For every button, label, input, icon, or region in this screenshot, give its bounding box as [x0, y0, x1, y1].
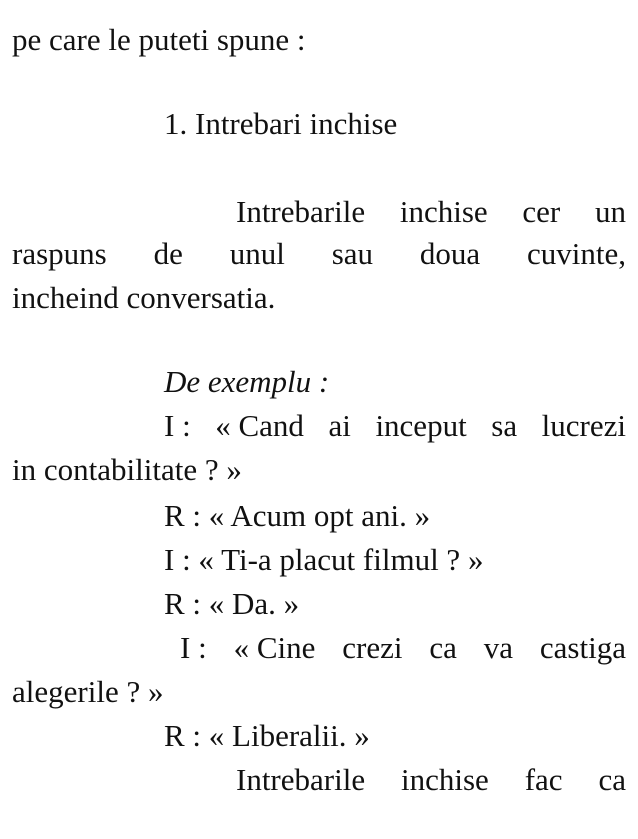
word: ca	[598, 762, 626, 797]
word: Intrebarile	[236, 194, 366, 229]
dialogue-line: in contabilitate ? »	[12, 452, 242, 487]
dialogue-line: R : « Liberalii. »	[164, 718, 370, 753]
word: « Cand	[215, 408, 304, 443]
section-heading: 1. Intrebari inchise	[164, 106, 398, 141]
dialogue-line	[180, 632, 626, 663]
paragraph-line	[12, 238, 626, 269]
paragraph-line: incheind conversatia.	[12, 280, 276, 315]
word: inchise	[401, 762, 489, 797]
paragraph-line	[236, 196, 626, 227]
word: I :	[164, 408, 191, 443]
word: castiga	[539, 630, 626, 665]
word: va	[483, 630, 514, 665]
word: inchise	[399, 194, 488, 229]
paragraph-line	[236, 764, 626, 795]
text-line: pe care le puteti spune :	[12, 22, 306, 57]
dialogue-line: R : « Acum opt ani. »	[164, 498, 431, 533]
word: unul	[229, 236, 285, 271]
word: crezi	[342, 630, 403, 665]
word: lucrezi	[541, 408, 626, 443]
dialogue-line: I : « Ti-a placut filmul ? »	[164, 542, 484, 577]
word: I :	[180, 630, 207, 665]
word: sau	[331, 236, 374, 271]
word: fac	[524, 762, 563, 797]
word: raspuns	[12, 236, 107, 271]
dialogue-line	[164, 410, 626, 441]
word: de	[153, 236, 183, 271]
word: Intrebarile	[236, 762, 366, 797]
example-heading: De exemplu :	[164, 364, 330, 399]
word: cer	[522, 194, 561, 229]
dialogue-line: R : « Da. »	[164, 586, 300, 621]
word: sa	[491, 408, 518, 443]
word: « Cine	[233, 630, 316, 665]
word: inceput	[375, 408, 467, 443]
dialogue-line: alegerile ? »	[12, 674, 164, 709]
word: ai	[328, 408, 351, 443]
word: un	[595, 194, 626, 229]
word: cuvinte,	[527, 236, 626, 271]
word: doua	[419, 236, 481, 271]
word: ca	[429, 630, 457, 665]
